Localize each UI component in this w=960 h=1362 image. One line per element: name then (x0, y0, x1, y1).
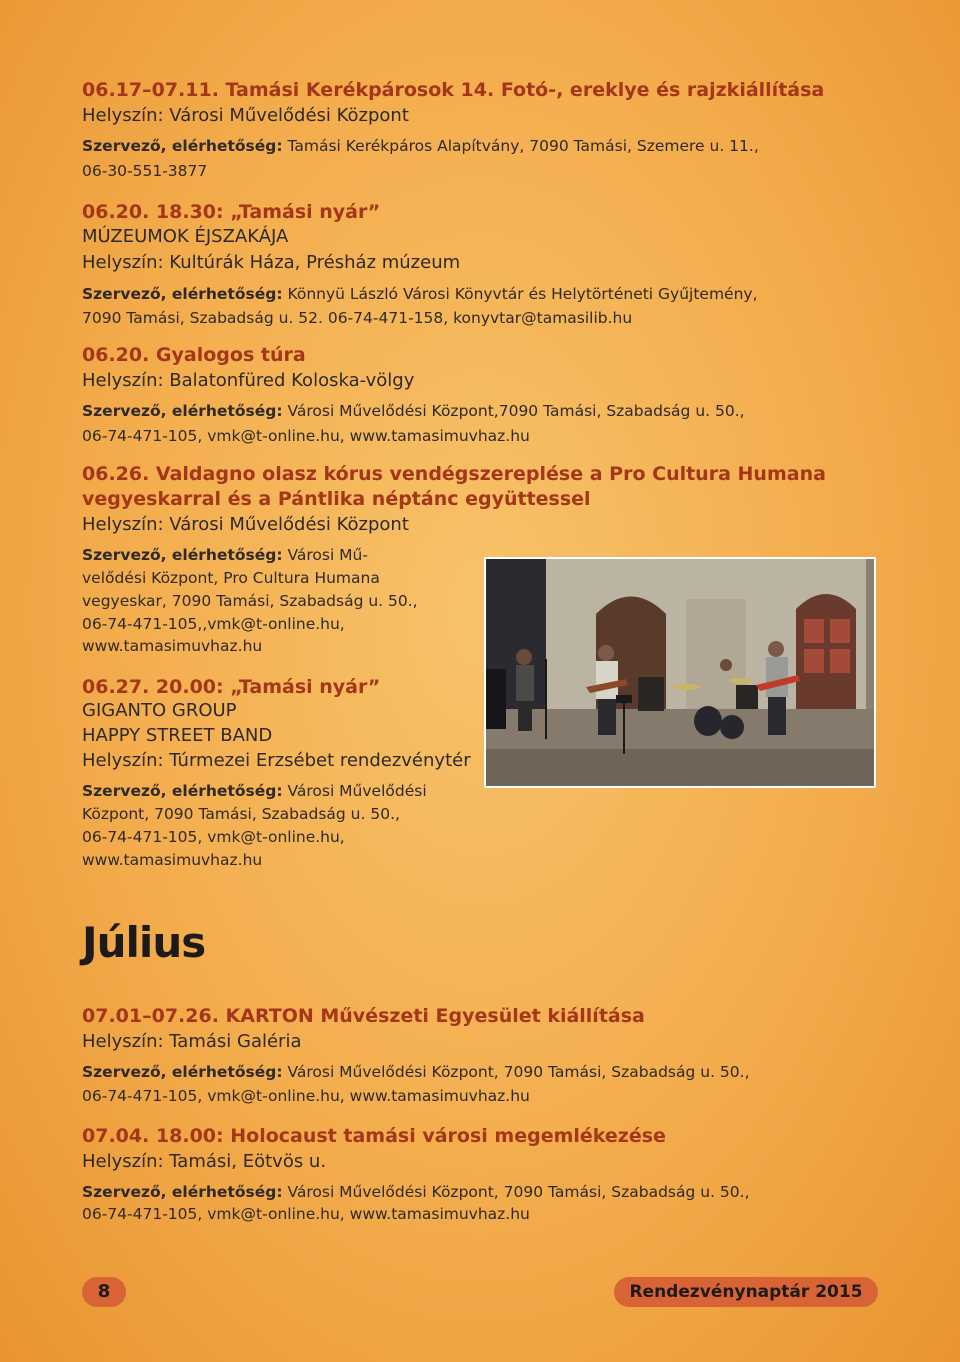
event-organizer (82, 1060, 750, 1084)
event-organizer-line: 06-74-471-105, vmk@t-online.hu, (82, 828, 345, 846)
event-title: 06.20. Gyalogos túra (82, 344, 306, 366)
event-venue: Helyszín: Városi Művelődési Központ (82, 105, 409, 126)
event-title: 06.27. 20.00: „Tamási nyár” (82, 676, 381, 698)
event-organizer (82, 779, 427, 803)
organizer-label: Szervező, elérhetőség: (82, 546, 283, 564)
event-organizer-contact: 06-74-471-105, vmk@t-online.hu, www.tamasimuvhaz.hu (82, 427, 530, 445)
event-organizer-line: velődési Központ, Pro Cultura Humana (82, 569, 380, 587)
event-title: 06.26. Valdagno olasz kórus vendégszereplése a Pro Cultura Humana (82, 463, 826, 485)
event-organizer-line: www.tamasimuvhaz.hu (82, 851, 263, 869)
event-organizer-contact: 06-74-471-105, vmk@t-online.hu, www.tamasimuvhaz.hu (82, 1087, 530, 1105)
event-venue: Helyszín: Kultúrák Háza, Présház múzeum (82, 252, 461, 273)
page-number-badge: 8 (82, 1277, 126, 1307)
event-organizer-line: Központ, 7090 Tamási, Szabadság u. 50., (82, 805, 400, 823)
publication-title-badge: Rendezvénynaptár 2015 (614, 1277, 878, 1307)
event-subtitle: HAPPY STREET BAND (82, 725, 273, 746)
event-organizer-contact: 06-74-471-105, vmk@t-online.hu, www.tamasimuvhaz.hu (82, 1205, 530, 1223)
event-subtitle: MÚZEUMOK ÉJSZAKÁJA (82, 226, 289, 247)
organizer-label: Szervező, elérhetőség: (82, 285, 283, 303)
event-title-continued: vegyeskarral és a Pántlika néptánc együttessel (82, 488, 591, 510)
organizer-label: Szervező, elérhetőség: (82, 1183, 283, 1201)
event-organizer (82, 399, 745, 423)
event-organizer-line: vegyeskar, 7090 Tamási, Szabadság u. 50., (82, 592, 418, 610)
event-title: 06.20. 18.30: „Tamási nyár” (82, 201, 381, 223)
event-venue: Helyszín: Tamási Galéria (82, 1031, 302, 1052)
organizer-label: Szervező, elérhetőség: (82, 782, 283, 800)
event-title: 06.17–07.11. Tamási Kerékpárosok 14. Fotó-, ereklye és rajzkiállítása (82, 79, 825, 101)
organizer-label: Szervező, elérhetőség: (82, 402, 283, 420)
event-title: 07.01–07.26. KARTON Művészeti Egyesület kiállítása (82, 1005, 645, 1027)
organizer-text: Városi Művelődési Központ, 7090 Tamási, Szabadság u. 50., (282, 1183, 750, 1201)
event-subtitle: GIGANTO GROUP (82, 700, 237, 721)
event-title: 07.04. 18.00: Holocaust tamási városi megemlékezése (82, 1125, 666, 1147)
event-venue: Helyszín: Tamási, Eötvös u. (82, 1151, 327, 1172)
event-organizer (82, 1180, 750, 1204)
event-venue: Helyszín: Városi Művelődési Központ (82, 514, 409, 535)
event-organizer (82, 543, 368, 567)
month-heading: Július (82, 918, 206, 967)
event-venue: Helyszín: Balatonfüred Koloska-völgy (82, 370, 415, 391)
organizer-text: Városi Mű- (282, 546, 368, 564)
organizer-text: Tamási Kerékpáros Alapítvány, 7090 Tamási, Szemere u. 11., (282, 137, 759, 155)
event-organizer (82, 282, 758, 306)
band-photo (484, 557, 876, 788)
event-organizer-contact: 06-30-551-3877 (82, 162, 208, 180)
event-organizer (82, 134, 759, 158)
organizer-text: Könnyü László Városi Könyvtár és Helytörténeti Gyűjtemény, (282, 285, 758, 303)
event-organizer-line: www.tamasimuvhaz.hu (82, 637, 263, 655)
organizer-text: Városi Művelődési Központ,7090 Tamási, Szabadság u. 50., (282, 402, 745, 420)
organizer-text: Városi Művelődési Központ, 7090 Tamási, Szabadság u. 50., (282, 1063, 750, 1081)
event-venue: Helyszín: Túrmezei Erzsébet rendezvénytér (82, 750, 471, 771)
band-photo-illustration (486, 559, 874, 786)
organizer-text: Városi Művelődési (282, 782, 427, 800)
organizer-label: Szervező, elérhetőség: (82, 137, 283, 155)
event-organizer-contact: 7090 Tamási, Szabadság u. 52. 06-74-471-158, konyvtar@tamasilib.hu (82, 309, 633, 327)
event-organizer-line: 06-74-471-105,,vmk@t-online.hu, (82, 615, 345, 633)
organizer-label: Szervező, elérhetőség: (82, 1063, 283, 1081)
